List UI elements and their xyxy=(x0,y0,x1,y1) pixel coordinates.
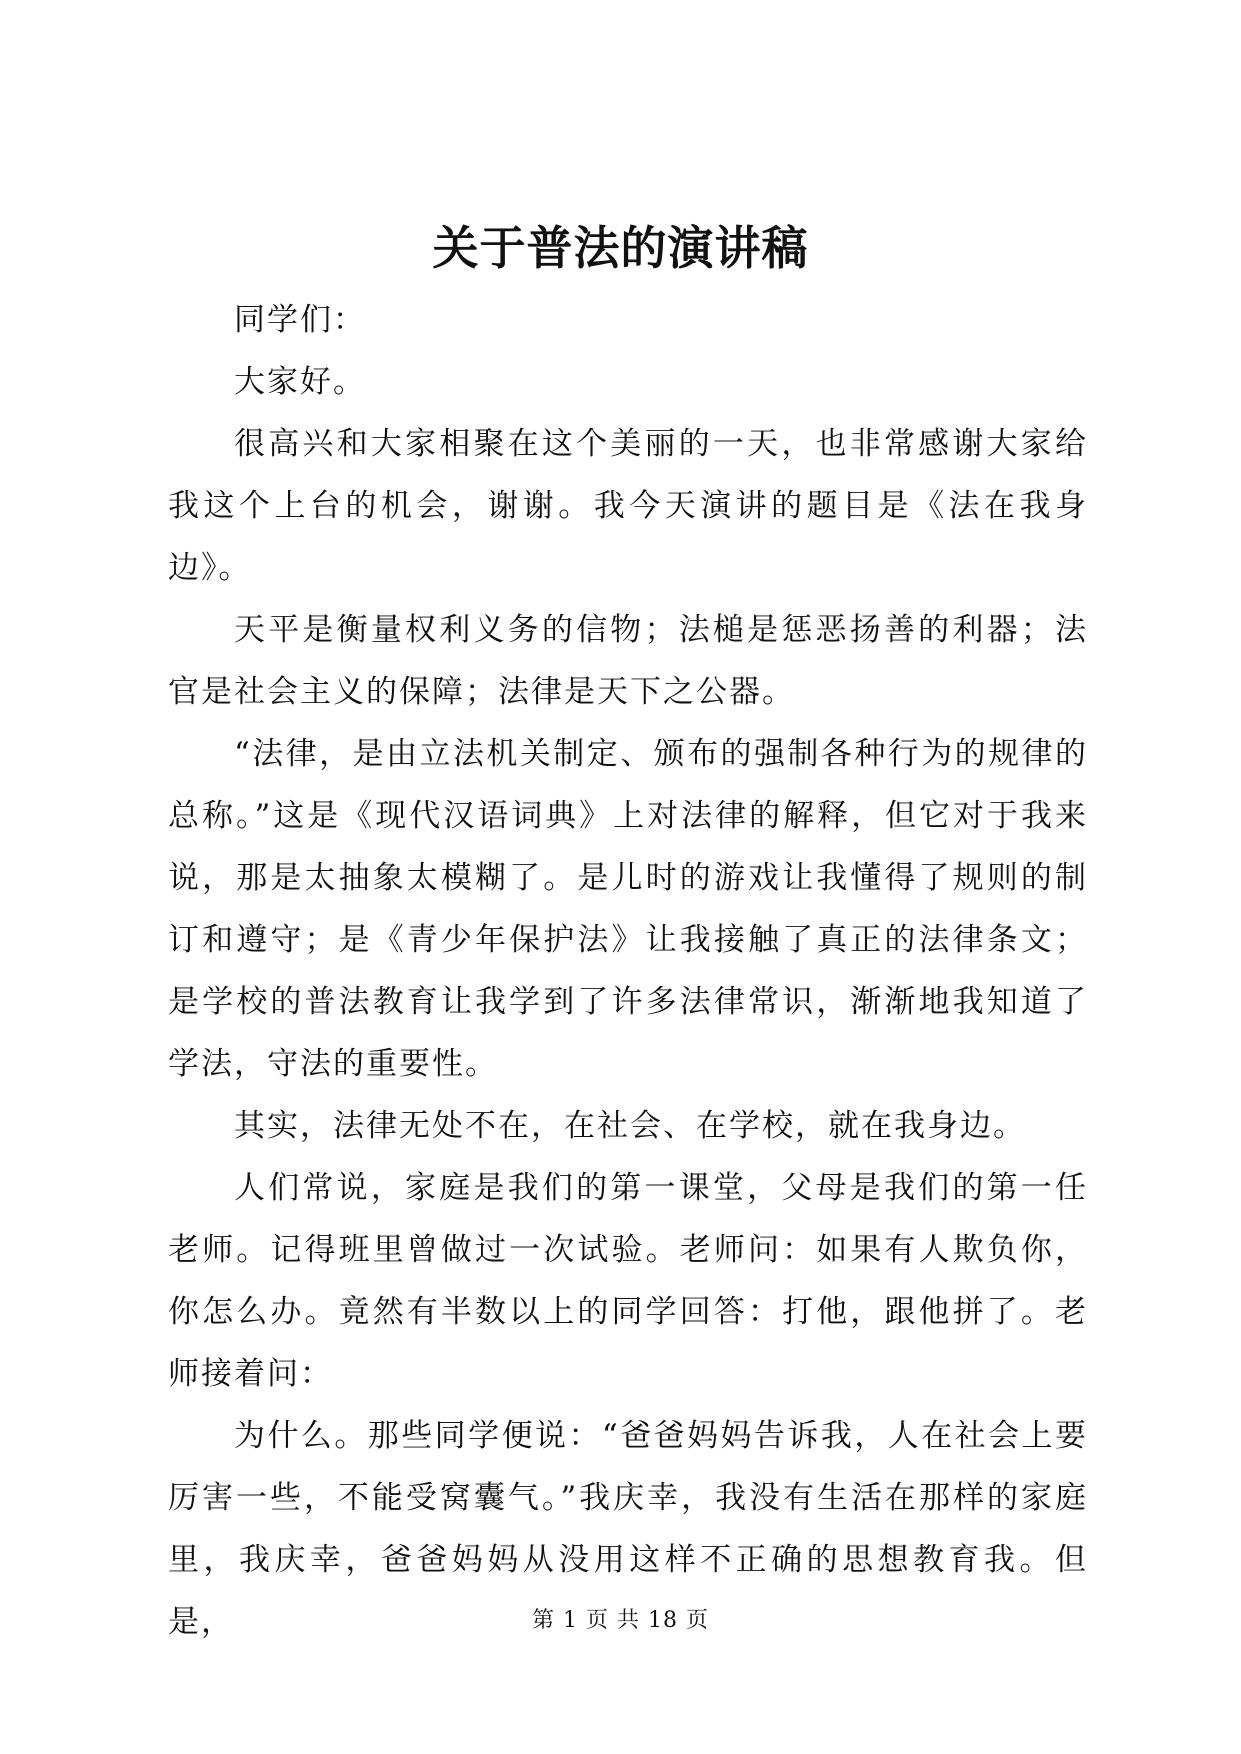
paragraph: 天平是衡量权利义务的信物；法槌是惩恶扬善的利器；法官是社会主义的保障；法律是天下之公器。 xyxy=(168,612,1088,710)
page-footer xyxy=(0,1606,1241,1636)
paragraph: 人们常说，家庭是我们的第一课堂，父母是我们的第一任老师。记得班里曾做过一次试验。老师问：如果有人欺负你，你怎么办。竟然有半数以上的同学回答：打他，跟他拼了。老师接着问： xyxy=(168,1170,1088,1392)
paragraph: 为什么。那些同学便说：“爸爸妈妈告诉我，人在社会上要厉害一些，不能受窝囊气。”我庆幸，我没有生活在那样的家庭里，我庆幸，爸爸妈妈从没用这样不正确的思想教育我。但是， xyxy=(168,1418,1088,1640)
paragraph-greeting: 大家好。 xyxy=(234,364,366,400)
paragraph: 很高兴和大家相聚在这个美丽的一天，也非常感谢大家给我这个上台的机会，谢谢。我今天演讲的题目是《法在我身边》。 xyxy=(168,426,1088,586)
paragraph: “法律，是由立法机关制定、颁布的强制各种行为的规律的总称。”这是《现代汉语词典》上对法律的解释，但它对于我来说，那是太抽象太模糊了。是儿时的游戏让我懂得了规则的制订和遵守；是《青少年保护法》让我接触了真正的法律条文；是学校的普法教育让我学到了许多法律常识，渐渐地我知道了学法，守法的重要性。 xyxy=(168,736,1088,1082)
document-body xyxy=(168,289,1088,1653)
paragraph-salutation: 同学们： xyxy=(234,302,366,338)
paragraph: 其实，法律无处不在，在社会、在学校，就在我身边。 xyxy=(234,1108,1026,1144)
page-number: 第 1 页 共 18 页 xyxy=(532,1608,709,1633)
document-title: 关于普法的演讲稿 xyxy=(432,221,809,275)
